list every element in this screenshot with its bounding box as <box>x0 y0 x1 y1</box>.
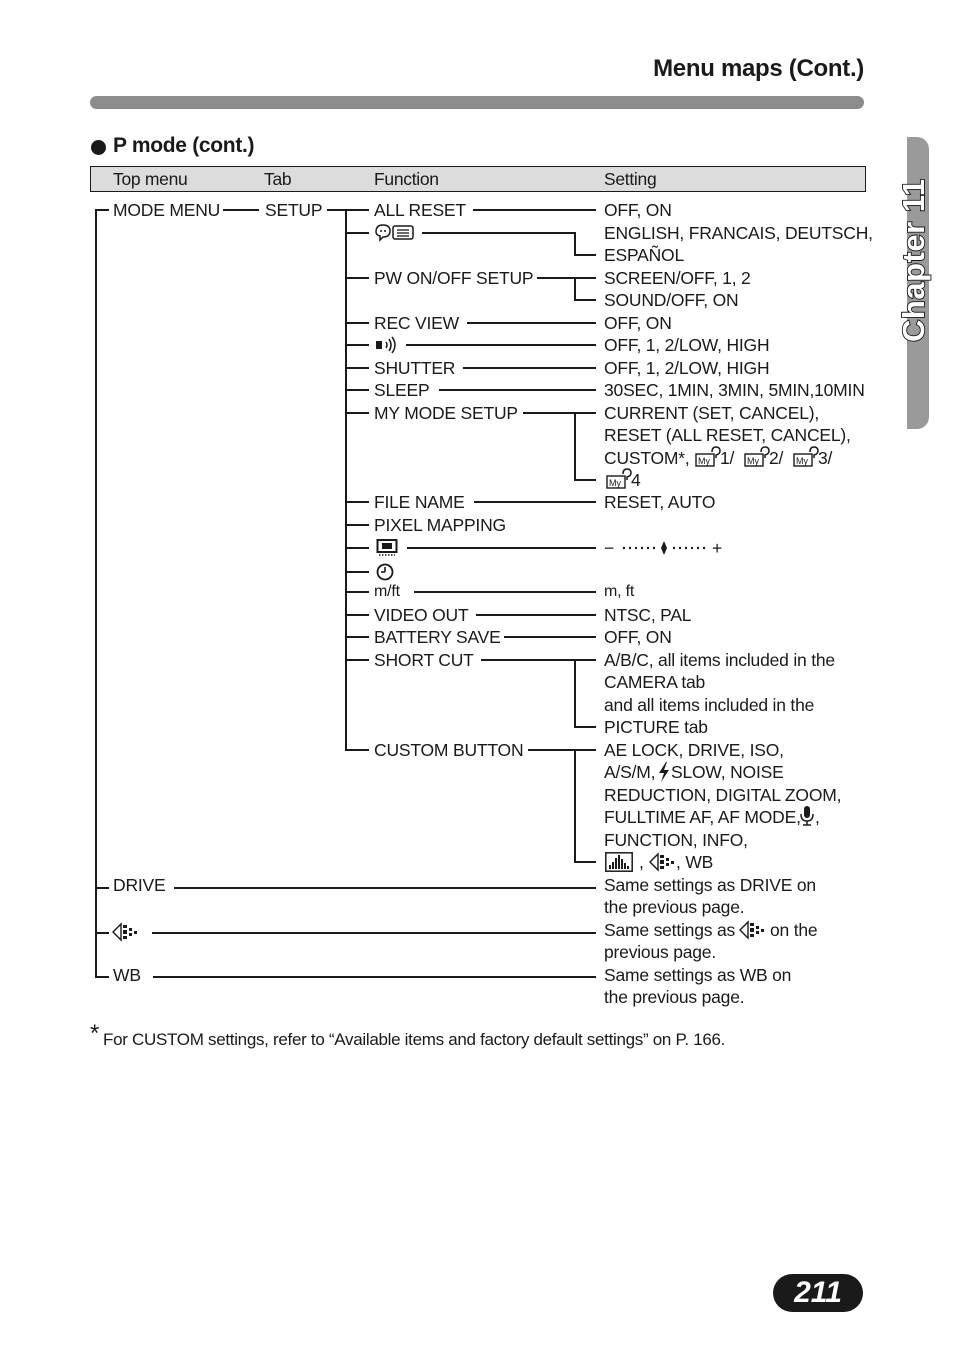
setting-language-1: ENGLISH, FRANCAIS, DEUTSCH, <box>604 223 873 243</box>
bracket <box>574 861 596 863</box>
setting-battery-save: OFF, ON <box>604 627 672 647</box>
bracket <box>574 726 596 728</box>
connector <box>95 209 109 211</box>
svg-text:My: My <box>698 456 710 466</box>
setting-short-cut-4: PICTURE tab <box>604 717 708 737</box>
setting-custom-2b: SLOW, NOISE <box>671 762 784 782</box>
connector <box>345 501 369 503</box>
setting-file-name: RESET, AUTO <box>604 492 716 512</box>
setting-esp-1b: on the <box>770 920 818 940</box>
connector <box>481 659 574 661</box>
connector <box>345 412 369 414</box>
setting-my-mode-n2: 2/ <box>769 448 784 468</box>
connector <box>345 614 369 616</box>
connector <box>95 887 109 889</box>
metering-icon <box>112 922 140 942</box>
setting-custom-5: FUNCTION, INFO, <box>604 830 748 850</box>
clock-icon <box>376 563 394 581</box>
connector <box>345 547 369 549</box>
setting-custom-4b: , <box>815 807 820 827</box>
setting-my-mode-3: CUSTOM*, <box>604 448 690 468</box>
setting-wb-1: Same settings as WB on <box>604 965 792 985</box>
setting-custom-6-wb: , WB <box>676 852 714 872</box>
connector <box>95 932 109 934</box>
connector <box>476 614 596 616</box>
header-tab: Tab <box>264 169 292 189</box>
connector <box>473 209 596 211</box>
connector <box>345 749 369 751</box>
connector <box>345 367 369 369</box>
setting-custom-6-sep: , <box>639 852 644 872</box>
table-header <box>90 166 866 192</box>
setting-esp-2: previous page. <box>604 942 717 962</box>
connector <box>467 322 596 324</box>
setting-shutter: OFF, 1, 2/LOW, HIGH <box>604 358 770 378</box>
setting-esp-1a: Same settings as <box>604 920 736 940</box>
svg-text:My: My <box>609 478 621 488</box>
connector <box>406 344 596 346</box>
connector <box>528 749 574 751</box>
bracket <box>574 412 576 480</box>
connector <box>345 591 369 593</box>
header-function: Function <box>374 169 439 189</box>
metering-icon <box>649 852 675 872</box>
title-rule <box>90 96 864 109</box>
page-title: Menu maps (Cont.) <box>653 55 864 82</box>
connector <box>537 277 574 279</box>
top-wb: WB <box>113 965 141 985</box>
language-icon <box>374 223 416 243</box>
setting-wb-2: the previous page. <box>604 987 745 1007</box>
setting-my-mode-n1: 1/ <box>720 448 735 468</box>
setting-drive-1: Same settings as DRIVE on <box>604 875 816 895</box>
bracket <box>574 412 596 414</box>
bracket <box>574 299 596 301</box>
svg-text:My: My <box>796 456 808 466</box>
setting-brightness-minus: − <box>604 538 615 558</box>
chapter-label <box>893 146 933 346</box>
setting-custom-3: REDUCTION, DIGITAL ZOOM, <box>604 785 842 805</box>
setting-my-mode-1: CURRENT (SET, CANCEL), <box>604 403 820 423</box>
connector <box>345 322 369 324</box>
svg-text:My: My <box>747 456 759 466</box>
connector <box>407 547 596 549</box>
section-bullet <box>91 140 106 155</box>
footnote-star: * <box>90 1020 100 1047</box>
setting-short-cut-1: A/B/C, all items included in the <box>604 650 835 670</box>
setting-custom-2a: A/S/M, <box>604 762 656 782</box>
bracket <box>574 749 596 751</box>
my-mode-icon <box>744 446 770 468</box>
bracket <box>574 277 576 300</box>
connector <box>223 209 259 211</box>
header-top-menu: Top menu <box>113 169 188 189</box>
bracket <box>574 232 576 255</box>
function-shutter: SHUTTER <box>374 358 456 378</box>
bracket <box>574 659 596 661</box>
setting-short-cut-3: and all items included in the <box>604 695 815 715</box>
setting-sleep: 30SEC, 1MIN, 3MIN, 5MIN,10MIN <box>604 380 865 400</box>
setting-pw-2: SOUND/OFF, ON <box>604 290 739 310</box>
function-m-ft: m/ft <box>374 583 400 600</box>
page-number: 211 <box>794 1276 842 1309</box>
setting-language-2: ESPAÑOL <box>604 245 684 265</box>
connector <box>152 932 596 934</box>
function-spine <box>345 209 347 749</box>
connector <box>414 591 596 593</box>
setting-video-out: NTSC, PAL <box>604 605 692 625</box>
setting-brightness-plus: + <box>712 538 723 558</box>
connector <box>327 209 345 211</box>
function-rec-view: REC VIEW <box>374 313 459 333</box>
connector <box>504 636 596 638</box>
metering-icon <box>739 920 767 940</box>
setting-short-cut-2: CAMERA tab <box>604 672 706 692</box>
volume-icon <box>375 336 399 354</box>
top-spine <box>95 209 97 976</box>
flash-icon <box>657 762 671 782</box>
function-file-name: FILE NAME <box>374 492 465 512</box>
section-title: P mode (cont.) <box>113 134 255 157</box>
connector <box>345 277 369 279</box>
function-video-out: VIDEO OUT <box>374 605 469 625</box>
connector <box>345 344 369 346</box>
function-pixel-mapping: PIXEL MAPPING <box>374 515 506 535</box>
connector <box>345 209 369 211</box>
setting-pw-1: SCREEN/OFF, 1, 2 <box>604 268 751 288</box>
bracket <box>574 254 596 256</box>
my-mode-icon <box>695 446 721 468</box>
brightness-scale <box>620 540 712 556</box>
histogram-icon <box>605 852 633 872</box>
connector <box>153 976 596 978</box>
function-pw-on-off-setup: PW ON/OFF SETUP <box>374 268 534 288</box>
function-sleep: SLEEP <box>374 380 430 400</box>
setting-my-mode-n3: 3/ <box>818 448 833 468</box>
connector <box>345 571 369 573</box>
setting-my-mode-2: RESET (ALL RESET, CANCEL), <box>604 425 851 445</box>
function-battery-save: BATTERY SAVE <box>374 627 501 647</box>
top-drive: DRIVE <box>113 875 166 895</box>
chapter-text: Chapter 11 <box>896 178 931 342</box>
setting-all-reset: OFF, ON <box>604 200 672 220</box>
bracket <box>574 749 576 862</box>
connector <box>523 412 574 414</box>
header-setting: Setting <box>604 169 657 189</box>
my-mode-icon <box>793 446 819 468</box>
bracket <box>574 277 596 279</box>
connector <box>463 367 596 369</box>
setting-volume: OFF, 1, 2/LOW, HIGH <box>604 335 770 355</box>
function-custom-button: CUSTOM BUTTON <box>374 740 524 760</box>
connector <box>474 501 596 503</box>
microphone-icon <box>799 805 815 827</box>
my-mode-icon <box>606 468 632 490</box>
top-mode-menu: MODE MENU <box>113 200 221 220</box>
connector <box>345 636 369 638</box>
connector <box>95 976 109 978</box>
connector <box>174 887 596 889</box>
bracket <box>574 479 596 481</box>
function-my-mode-setup: MY MODE SETUP <box>374 403 518 423</box>
footnote-text: For CUSTOM settings, refer to “Available items and factory default settings” on P. 166. <box>103 1030 726 1049</box>
function-all-reset: ALL RESET <box>374 200 466 220</box>
setting-my-mode-n4: 4 <box>631 470 641 490</box>
setting-rec-view: OFF, ON <box>604 313 672 333</box>
setting-drive-2: the previous page. <box>604 897 745 917</box>
connector <box>345 232 369 234</box>
setting-m-ft: m, ft <box>604 583 635 600</box>
function-short-cut: SHORT CUT <box>374 650 474 670</box>
setting-custom-1: AE LOCK, DRIVE, ISO, <box>604 740 784 760</box>
connector <box>439 389 596 391</box>
connector <box>422 232 574 234</box>
tab-setup: SETUP <box>265 200 323 220</box>
bracket <box>574 659 576 727</box>
connector <box>345 659 369 661</box>
monitor-brightness-icon <box>376 539 398 558</box>
setting-custom-4a: FULLTIME AF, AF MODE, <box>604 807 801 827</box>
connector <box>345 389 369 391</box>
connector <box>345 524 369 526</box>
